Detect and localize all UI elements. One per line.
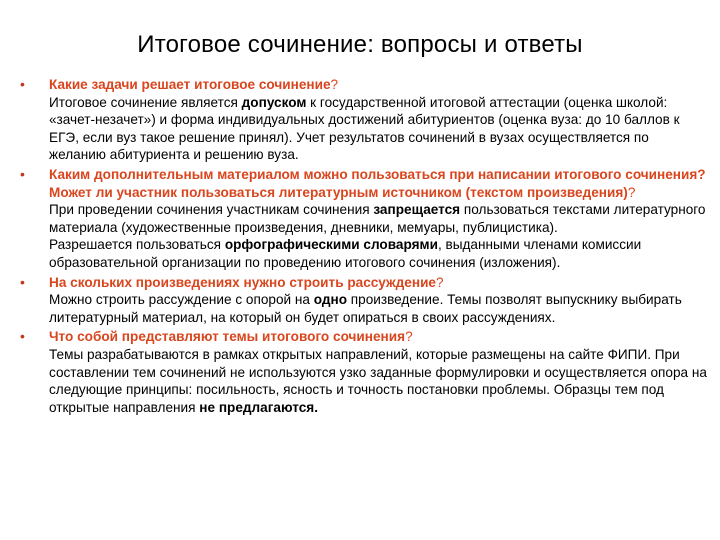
answer-text: Темы разрабатываются в рамках открытых направлений, которые размещены на сайте ФИПИ. При составлении тем сочинений не используются узко заданные формулировки и осуществляется опора на следующие принципы: посильность, ясность и точность постановки проблемы. Образцы тем под открытые направления не предлагаются. — [49, 346, 707, 415]
question-text: На скольких произведениях нужно строить рассуждение? — [49, 274, 444, 290]
list-item — [18, 76, 708, 164]
list-item — [18, 328, 708, 416]
page-title: Итоговое сочинение: вопросы и ответы — [137, 31, 583, 58]
answer-text: Итоговое сочинение является допуском к государственной итоговой аттестации (оценка школой: «зачет-незачет») и форма индивидуальных достижений абитуриентов (оценка вуза: до 10 баллов к ЕГЭ, если вуз такое решение принял). Учет результатов сочинений в вузах осуществляется по желанию абитуриента и решению вуза. — [49, 94, 680, 163]
answer-text-2: Разрешается пользоваться орфографическими словарями, выданными членами комиссии образовательной организации по проведению итогового сочинения (изложения). — [49, 237, 642, 270]
bullet-icon: • — [20, 76, 25, 92]
list-item — [18, 274, 708, 327]
answer-text: Можно строить рассуждение с опорой на одно произведение. Темы позволят выпускнику выбирать литературный материал, на который он будет опираться в своих рассуждениях. — [49, 292, 682, 325]
qa-list — [18, 76, 708, 418]
bullet-icon: • — [20, 328, 25, 345]
question-text: Каким дополнительным материалом можно пользоваться при написании итогового сочинения? Может ли участник пользоваться литературным источником (текстом произведения)? — [49, 166, 706, 200]
list-item — [18, 166, 708, 272]
answer-text: При проведении сочинения участникам сочинения запрещается пользоваться текстами литературного материала (художественные произведения, дневники, мемуары, публицистика). — [49, 202, 706, 235]
bullet-icon: • — [20, 165, 25, 182]
question-text: Что собой представляют темы итогового сочинения? — [49, 329, 413, 345]
question-text: Какие задачи решает итоговое сочинение? — [49, 77, 339, 92]
bullet-icon: • — [20, 273, 25, 290]
